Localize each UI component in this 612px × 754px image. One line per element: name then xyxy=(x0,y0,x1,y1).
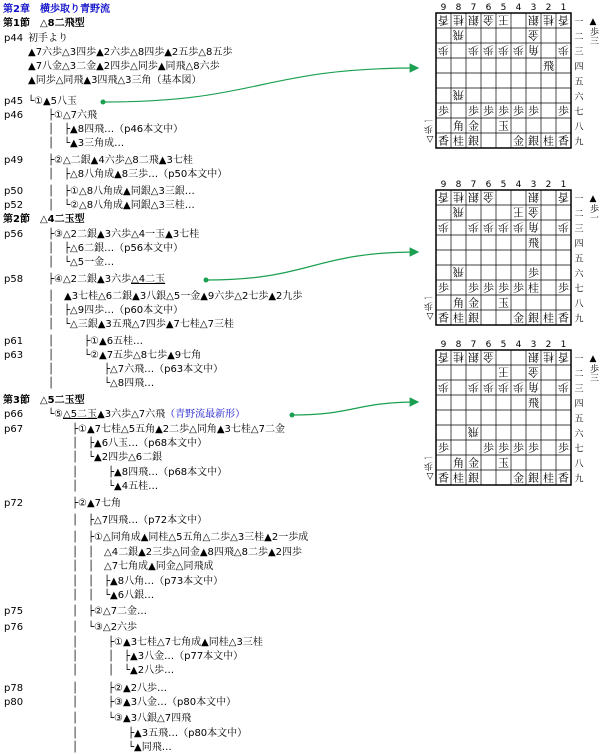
shogi-piece: 桂 xyxy=(543,350,554,364)
shogi-piece: 桂 xyxy=(543,13,554,27)
shogi-piece: 飛 xyxy=(543,59,554,73)
shogi-piece: 飛 xyxy=(453,205,464,219)
page-ref: p56 xyxy=(4,229,24,240)
shogi-piece: 歩 xyxy=(513,380,524,394)
tree-line: │ │ └▲6八銀… xyxy=(72,590,155,601)
tree-line: │ ├△9四歩…（p60本文中） xyxy=(48,305,184,316)
page-ref: p67 xyxy=(4,424,24,435)
tree-line: │ ├①△同角成▲同桂△5五角△二歩△3三桂▲2一歩成 xyxy=(72,532,309,543)
rank-label: 三 xyxy=(574,47,584,58)
shogi-piece: 金 xyxy=(513,134,524,148)
tree-line: │ ├①▲6五桂… xyxy=(48,336,144,347)
page-ref: p61 xyxy=(4,336,24,347)
rank-label: 六 xyxy=(574,269,584,280)
rank-label: 一 xyxy=(574,354,584,365)
file-label: 9 xyxy=(440,180,447,190)
shogi-piece: 歩 xyxy=(558,220,569,234)
shogi-piece: 歩 xyxy=(513,104,524,118)
file-label: 2 xyxy=(545,3,552,13)
shogi-piece: 歩 xyxy=(438,104,449,118)
shogi-piece: 銀 xyxy=(528,134,539,148)
shogi-piece: 桂 xyxy=(543,471,554,485)
shogi-piece: 桂 xyxy=(543,134,554,148)
file-label: 8 xyxy=(455,180,462,190)
shogi-piece: 香 xyxy=(558,311,569,325)
shogi-piece: 銀 xyxy=(468,134,479,148)
shogi-piece: 金 xyxy=(468,296,479,310)
tree-line: │ ├①▲3七桂△7七角成▲同桂△3三桂 xyxy=(72,637,263,648)
shogi-piece: 歩 xyxy=(483,43,494,57)
rank-label: 八 xyxy=(574,459,584,470)
shogi-piece: 香 xyxy=(438,311,449,325)
shogi-piece: 香 xyxy=(558,471,569,485)
shogi-piece: 香 xyxy=(558,13,569,27)
file-label: 7 xyxy=(470,340,477,350)
shogi-piece: 玉 xyxy=(498,296,509,310)
shogi-piece: 歩 xyxy=(483,380,494,394)
shogi-piece: 角 xyxy=(528,380,539,394)
tree-line: ▲同歩△同飛▲3四飛△3三角（基本図） xyxy=(28,75,202,86)
shogi-piece: 歩 xyxy=(513,220,524,234)
tree-line: ├②△二銀▲4六歩△8二飛▲3七桂 xyxy=(48,155,193,166)
shogi-piece: 歩 xyxy=(468,281,479,295)
tree-line: │ ├▲6八玉…（p68本文中） xyxy=(72,438,208,449)
rank-label: 三 xyxy=(574,224,584,235)
shogi-piece: 歩 xyxy=(498,441,509,455)
file-label: 3 xyxy=(530,340,537,350)
tree-line: │ └②△8八角成▲同銀△3三桂… xyxy=(48,200,195,211)
gote-hand: ▲歩三 xyxy=(588,354,598,382)
shogi-piece: 桂 xyxy=(453,134,464,148)
page-ref: p49 xyxy=(4,155,24,166)
file-label: 6 xyxy=(485,180,492,190)
file-label: 3 xyxy=(530,3,537,13)
shogi-piece: 金 xyxy=(513,471,524,485)
shogi-piece: 金 xyxy=(483,13,494,27)
file-label: 9 xyxy=(440,340,447,350)
page-ref: p58 xyxy=(4,274,24,285)
tree-line: 第1節 △8二飛型 xyxy=(3,18,85,29)
tree-line: │ └②▲7五歩△8七歩▲9七角 xyxy=(48,350,202,361)
shogi-piece: 銀 xyxy=(528,471,539,485)
file-label: 7 xyxy=(470,3,477,13)
rank-label: 八 xyxy=(574,299,584,310)
shogi-piece: 飛 xyxy=(528,236,539,250)
tree-line: │ │ ├▲8八角…（p73本文中） xyxy=(72,576,224,587)
shogi-piece: 銀 xyxy=(528,190,539,204)
file-label: 5 xyxy=(500,3,507,13)
shogi-piece: 歩 xyxy=(468,104,479,118)
shogi-piece: 銀 xyxy=(528,350,539,364)
tree-line: │ ├②△7二金… xyxy=(72,606,148,617)
page-ref: p52 xyxy=(4,200,24,211)
tree-line: │ │ △7七角成▲同金△同飛成 xyxy=(72,561,214,572)
tree-line: ├①△7六飛 xyxy=(48,110,98,121)
tree-line: ▲7八金△3二金▲2四歩△同歩▲同飛△8六歩 xyxy=(28,61,220,72)
tree-line: │ │ △4二銀▲2三歩△同金▲8四飛△8二歩▲2四歩 xyxy=(72,547,302,558)
rank-label: 九 xyxy=(574,137,584,148)
shogi-piece: 銀 xyxy=(528,13,539,27)
tree-line: ├②▲7七角 xyxy=(72,498,122,509)
shogi-piece: 歩 xyxy=(558,281,569,295)
shogi-piece: 桂 xyxy=(453,13,464,27)
tree-line: │ └③△2六歩 xyxy=(72,622,138,633)
gote-hand: ▲歩一 xyxy=(588,194,598,222)
shogi-piece: 金 xyxy=(483,190,494,204)
file-label: 8 xyxy=(455,340,462,350)
shogi-piece: 金 xyxy=(483,350,494,364)
rank-label: 八 xyxy=(574,122,584,133)
gote-hand: ▲歩三 xyxy=(588,17,598,45)
shogi-piece: 歩 xyxy=(513,441,524,455)
shogi-piece: 歩 xyxy=(558,104,569,118)
shogi-piece: 歩 xyxy=(528,104,539,118)
shogi-piece: 金 xyxy=(528,28,539,42)
shogi-piece: 歩 xyxy=(498,220,509,234)
tree-line: 第2節 △4二玉型 xyxy=(3,214,85,225)
shogi-piece: 歩 xyxy=(483,104,494,118)
shogi-piece: 銀 xyxy=(468,190,479,204)
sente-hand: △歩一 xyxy=(425,453,435,481)
shogi-board xyxy=(424,338,604,513)
shogi-piece: 桂 xyxy=(543,311,554,325)
rank-label: 二 xyxy=(574,369,584,380)
page-ref: p44 xyxy=(4,33,24,44)
page-ref: p80 xyxy=(4,697,24,708)
file-label: 6 xyxy=(485,340,492,350)
shogi-piece: 桂 xyxy=(453,311,464,325)
shogi-piece: 金 xyxy=(468,456,479,470)
shogi-piece: 香 xyxy=(558,350,569,364)
tree-line: │ ├▲8四飛…（p68本文中） xyxy=(72,467,228,478)
tree-line: └⑤△5二玉▲3六歩△7六飛（青野流最新形） xyxy=(48,409,246,420)
shogi-piece: 角 xyxy=(453,296,464,310)
shogi-piece: 桂 xyxy=(528,281,539,295)
rank-label: 二 xyxy=(574,209,584,220)
page-ref: p78 xyxy=(4,683,24,694)
shogi-piece: 歩 xyxy=(498,104,509,118)
shogi-piece: 歩 xyxy=(528,266,539,280)
shogi-piece: 銀 xyxy=(468,471,479,485)
rank-label: 九 xyxy=(574,314,584,325)
file-label: 7 xyxy=(470,180,477,190)
shogi-piece: 飛 xyxy=(453,265,464,279)
shogi-piece: 香 xyxy=(438,350,449,364)
rank-label: 九 xyxy=(574,474,584,485)
tree-line: ├③△2二銀▲3六歩△4一玉▲3七桂 xyxy=(48,229,200,240)
shogi-piece: 玉 xyxy=(498,119,509,133)
shogi-piece: 桂 xyxy=(453,190,464,204)
page-ref: p66 xyxy=(4,409,24,420)
shogi-piece: 歩 xyxy=(438,43,449,57)
shogi-piece: 歩 xyxy=(498,281,509,295)
shogi-piece: 王 xyxy=(513,205,524,219)
shogi-piece: 角 xyxy=(453,119,464,133)
shogi-piece: 歩 xyxy=(438,281,449,295)
file-label: 2 xyxy=(545,340,552,350)
tree-line: │ ▲3七桂△6二銀▲3八銀△5一金▲9六歩△2七歩▲2九歩 xyxy=(48,291,303,302)
shogi-piece: 歩 xyxy=(438,220,449,234)
shogi-piece: 歩 xyxy=(558,43,569,57)
rank-label: 五 xyxy=(574,77,584,88)
shogi-piece: 香 xyxy=(438,13,449,27)
rank-label: 三 xyxy=(574,384,584,395)
file-label: 3 xyxy=(530,180,537,190)
sente-hand: △歩一 xyxy=(425,116,435,144)
shogi-piece: 飛 xyxy=(528,396,539,410)
page-ref: p72 xyxy=(4,498,24,509)
file-label: 4 xyxy=(515,340,522,350)
tree-line: │ └△5一金… xyxy=(48,257,115,268)
shogi-piece: 歩 xyxy=(483,220,494,234)
rank-label: 五 xyxy=(574,254,584,265)
tree-line: │ └▲2四歩△6二銀 xyxy=(72,452,163,463)
shogi-piece: 歩 xyxy=(498,380,509,394)
shogi-piece: 歩 xyxy=(468,380,479,394)
page-ref: p63 xyxy=(4,350,24,361)
tree-line: 第2章 横歩取り青野流 xyxy=(3,4,110,15)
tree-line: ├①▲7七桂△5五角▲2二歩△同角▲3七桂△7二金 xyxy=(72,424,285,435)
file-label: 6 xyxy=(485,3,492,13)
shogi-piece: 歩 xyxy=(513,43,524,57)
tree-line: │ ├△7四飛…（p72本文中） xyxy=(72,515,208,526)
file-label: 1 xyxy=(560,180,567,190)
tree-line: │ └▲同飛… xyxy=(72,742,172,753)
shogi-piece: 歩 xyxy=(483,441,494,455)
shogi-piece: 歩 xyxy=(438,441,449,455)
tree-line: 第3節 △5二玉型 xyxy=(3,395,85,406)
shogi-piece: 角 xyxy=(528,220,539,234)
rank-label: 六 xyxy=(574,429,584,440)
shogi-board xyxy=(424,178,604,353)
tree-line: │ ├△8八角成▲8三歩…（p50本文中） xyxy=(48,169,228,180)
rank-label: 七 xyxy=(574,107,584,118)
shogi-piece: 歩 xyxy=(438,380,449,394)
rank-label: 七 xyxy=(574,284,584,295)
rank-label: 四 xyxy=(574,62,584,73)
shogi-piece: 歩 xyxy=(528,441,539,455)
shogi-piece: 金 xyxy=(513,311,524,325)
tree-line: │ ├①△8八角成▲同銀△3三銀… xyxy=(48,186,195,197)
shogi-piece: 金 xyxy=(528,205,539,219)
shogi-piece: 香 xyxy=(438,471,449,485)
rank-label: 五 xyxy=(574,414,584,425)
shogi-piece: 歩 xyxy=(498,43,509,57)
shogi-piece: 歩 xyxy=(513,281,524,295)
file-label: 1 xyxy=(560,3,567,13)
shogi-piece: 桂 xyxy=(453,471,464,485)
shogi-piece: 歩 xyxy=(468,220,479,234)
tree-line: ▲7六歩△3四歩▲2六歩△8四歩▲2五歩△8五歩 xyxy=(28,47,233,58)
shogi-piece: 歩 xyxy=(558,441,569,455)
shogi-board xyxy=(424,1,604,176)
tree-line: │ ├②▲2八歩… xyxy=(72,683,168,694)
shogi-piece: 金 xyxy=(468,119,479,133)
tree-line: └①▲5八玉 xyxy=(28,96,78,107)
sente-hand: △歩一 xyxy=(425,293,435,321)
shogi-piece: 王 xyxy=(498,13,509,27)
tree-line: │ ├△7六飛…（p63本文中） xyxy=(48,364,224,375)
page-ref: p50 xyxy=(4,186,24,197)
tree-line: │ └△8四飛… xyxy=(48,378,155,389)
shogi-piece: 歩 xyxy=(558,380,569,394)
shogi-piece: 飛 xyxy=(468,425,479,439)
shogi-piece: 飛 xyxy=(453,88,464,102)
shogi-piece: 王 xyxy=(498,365,509,379)
tree-line: │ ├▲8四飛…（p46本文中） xyxy=(48,124,184,135)
rank-label: 一 xyxy=(574,194,584,205)
page-ref: p45 xyxy=(4,96,24,107)
rank-label: 四 xyxy=(574,239,584,250)
tree-line: 初手より xyxy=(28,33,68,44)
file-label: 5 xyxy=(500,340,507,350)
tree-line: │ └▲3三角成… xyxy=(48,138,125,149)
file-label: 5 xyxy=(500,180,507,190)
rank-label: 七 xyxy=(574,444,584,455)
shogi-piece: 香 xyxy=(438,190,449,204)
file-label: 9 xyxy=(440,3,447,13)
shogi-piece: 桂 xyxy=(453,350,464,364)
tree-line: │ ├△6二銀…（p56本文中） xyxy=(48,243,184,254)
rank-label: 四 xyxy=(574,399,584,410)
tree-line: │ └▲4五桂… xyxy=(72,481,159,492)
file-label: 1 xyxy=(560,340,567,350)
shogi-piece: 歩 xyxy=(468,43,479,57)
shogi-piece: 飛 xyxy=(453,28,464,42)
shogi-piece: 角 xyxy=(453,456,464,470)
tree-line: │ └③▲3八銀△7四飛 xyxy=(72,713,192,724)
page-ref: p46 xyxy=(4,110,24,121)
file-label: 2 xyxy=(545,180,552,190)
tree-line: ├④△2二銀▲3六歩△4二玉 xyxy=(48,274,166,285)
tree-line: │ │ └▲2八歩… xyxy=(72,665,175,676)
shogi-piece: 玉 xyxy=(498,456,509,470)
shogi-piece: 銀 xyxy=(468,13,479,27)
shogi-piece: 香 xyxy=(438,134,449,148)
tree-line: │ └△三銀▲3五飛△7四歩▲7七桂△7三桂 xyxy=(48,319,234,330)
tree-line: │ ├▲3五飛…（p80本文中） xyxy=(72,728,248,739)
file-label: 4 xyxy=(515,3,522,13)
tree-line: │ ├③▲3八金…（p80本文中） xyxy=(72,697,237,708)
shogi-piece: 香 xyxy=(558,190,569,204)
shogi-piece: 銀 xyxy=(528,311,539,325)
shogi-piece: 歩 xyxy=(483,281,494,295)
rank-label: 一 xyxy=(574,17,584,28)
file-label: 8 xyxy=(455,3,462,13)
page-ref: p75 xyxy=(4,606,24,617)
shogi-piece: 銀 xyxy=(468,311,479,325)
page-ref: p76 xyxy=(4,622,24,633)
tree-line: │ │ ├▲3八金…（p77本文中） xyxy=(72,651,244,662)
rank-label: 二 xyxy=(574,32,584,43)
shogi-piece: 角 xyxy=(528,43,539,57)
shogi-piece: 金 xyxy=(528,365,539,379)
shogi-piece: 銀 xyxy=(468,350,479,364)
rank-label: 六 xyxy=(574,92,584,103)
file-label: 4 xyxy=(515,180,522,190)
shogi-piece: 香 xyxy=(558,134,569,148)
